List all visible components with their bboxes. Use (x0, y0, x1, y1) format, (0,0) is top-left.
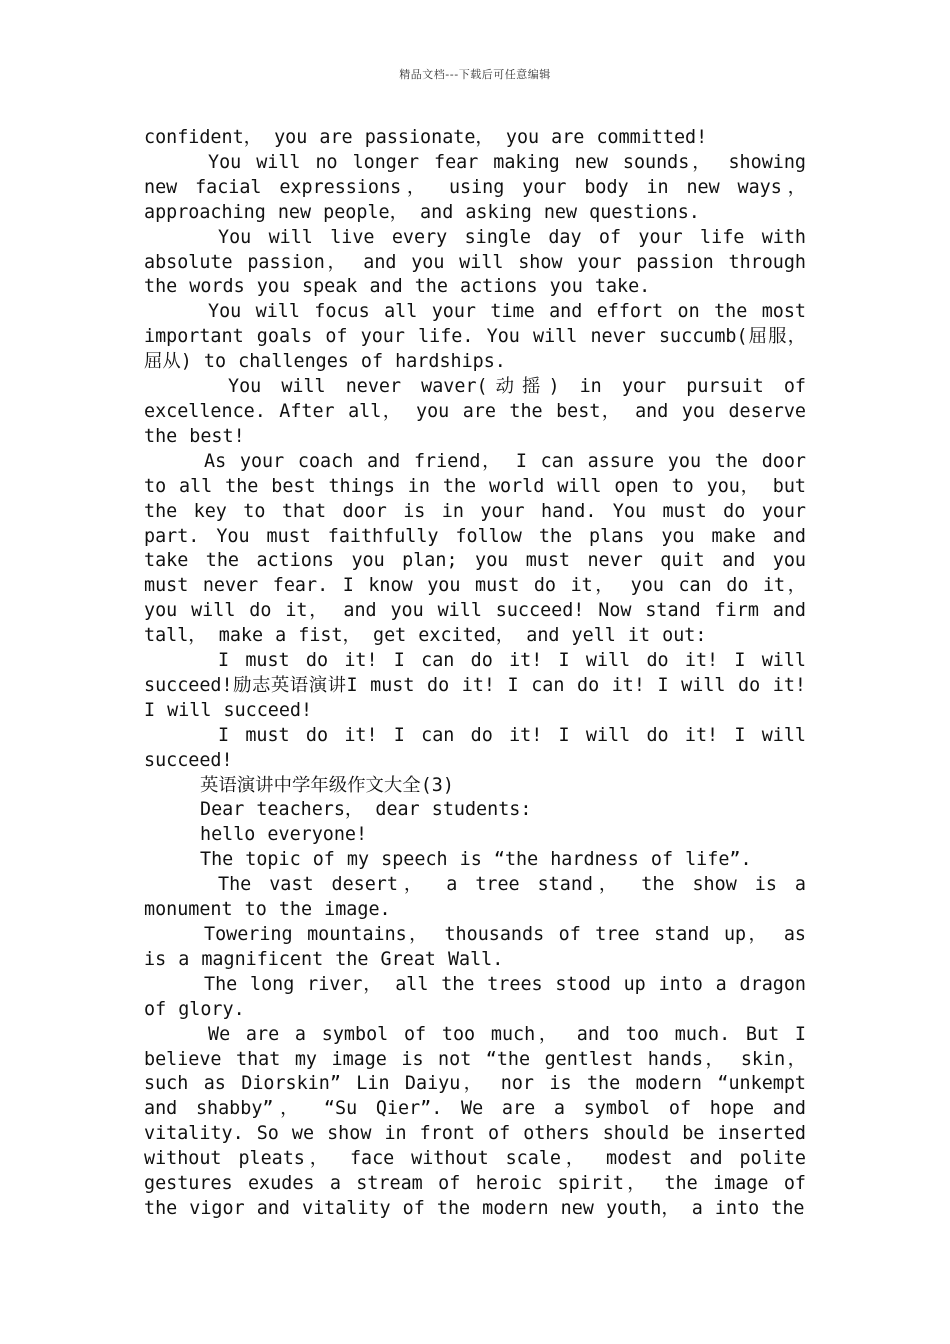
paragraph: I must do it! I can do it! I will do it! I will succeed!励志英语演讲I must do it! I can do it! I will do it! I will succeed! (144, 650, 806, 721)
paragraph: You will no longer fear making new sounds， showing new facial expressions， using your body in new ways， approaching new people， and asking new questions. (144, 151, 806, 223)
paragraph: The vast desert， a tree stand， the show is a monument to the image. (144, 874, 806, 921)
document-body (144, 126, 806, 1222)
section-heading: 英语演讲中学年级作文大全(3) (200, 774, 454, 796)
paragraph: As your coach and friend， I can assure you the door to all the best things in the world will open to you， but the key to that door is in your hand. You must do your part. You must faithfully follow the plans you make and take the actions you plan; you must never quit and you must never fear. I know you must do it， you can do it， you will do it， and you will succeed! Now stand firm and tall， make a fist， get excited， and yell it out: (144, 450, 806, 647)
paragraph: You will live every single day of your life with absolute passion， and you will show your passion through the words you speak and the actions you take. (144, 226, 806, 298)
paragraph: You will focus all your time and effort on the most important goals of your life. You will never succumb(屈服，屈从) to challenges of hardships. (144, 301, 806, 373)
paragraph: You will never waver(动摇) in your pursuit of excellence. After all， you are the best， and you deserve the best! (144, 376, 806, 447)
paragraph: Dear teachers， dear students: (200, 799, 532, 821)
paragraph: confident， you are passionate， you are committed! (144, 127, 708, 148)
paragraph: Towering mountains， thousands of tree stand up， as is a magnificent the Great Wall. (144, 924, 806, 970)
paragraph: We are a symbol of too much， and too much. But I believe that my image is not “the gentlest hands， skin， such as Diorskin” Lin Daiyu， nor is the modern “unkempt and shabby”， “Su Qier”. We are a symbol of hope and vitality. So we show in front of others should be inserted without pleats， face without scale， modest and polite gestures exudes a stream of heroic spirit， the image of the vigor and vitality of the modern new youth， a into the (144, 1023, 806, 1219)
page-header: 精品文档---下载后可任意编辑 (399, 68, 551, 81)
paragraph: The topic of my speech is “the hardness of life”. (200, 849, 752, 871)
paragraph: The long river， all the trees stood up into a dragon of glory. (144, 973, 806, 1020)
paragraph: I must do it! I can do it! I will do it! I will succeed! (144, 724, 806, 771)
paragraph: hello everyone! (200, 824, 368, 846)
